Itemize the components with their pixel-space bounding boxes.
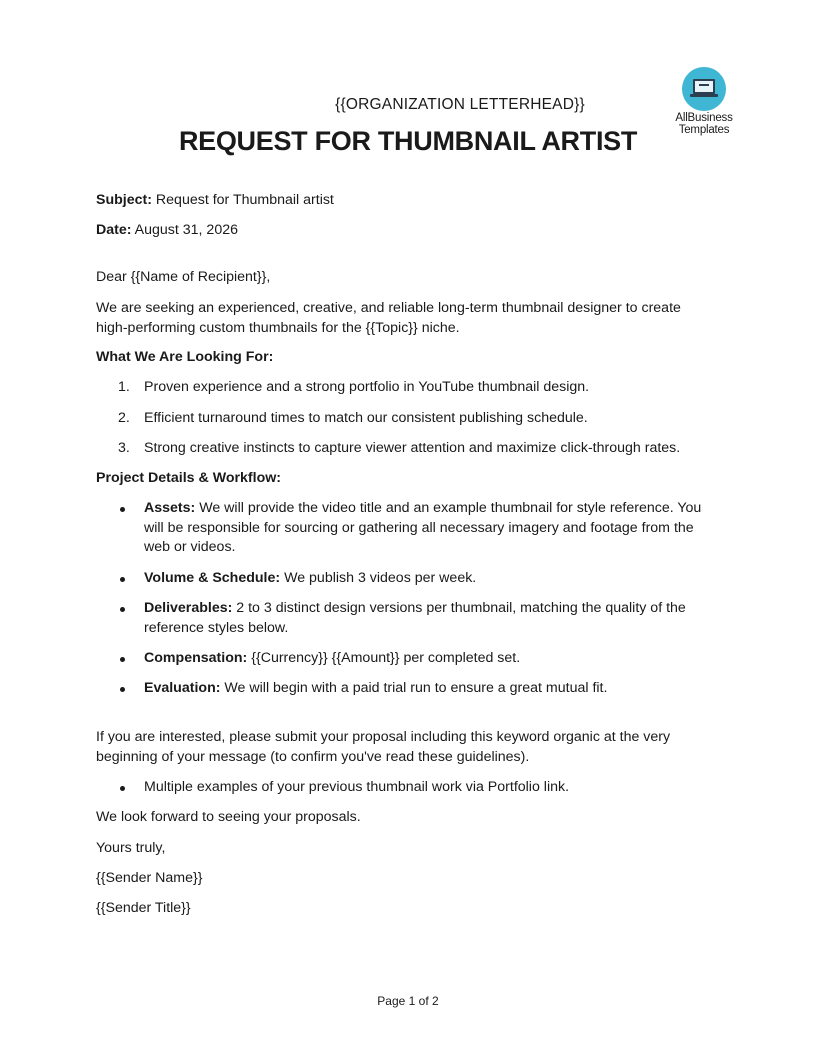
document-page: AllBusiness Templates {{ORGANIZATION LETTERHEAD}} REQUEST FOR THUMBNAIL ARTIST Subject: Request for Thumbnail artist Date: August 31, 2026 Dear {{Name of Recipient}}, We are seeking an experienced, creative, and reliable long-term thumbnail designer to create high-performing custom thumbnails for the {{Topic}} niche. What We Are Looking For: 1. Proven experience and a strong portfolio in YouTube thumbnail design. 2. Efficient turnaround times to match our consistent publishing schedule. 3. Strong creative instincts to capture viewer attention and maximize click-through rates. Project Details & Workflow: Assets: We will provide the video title and an example thumbnail for style reference. You will be responsible for sourcing or gathering all necessary imagery and footage from the web or videos. Volume & Schedule: We publish 3 videos per week. Deliverables: 2 to 3 distinct design versions per thumbnail, matching the quality of the reference styles below. Compensation: {{Currency}} {{Amount}} per completed set. Evaluation: We will begin with a paid trial run to ensure a great mutual fit. If you are interested, please submit your proposal including this keyword organic at the very beginning of your message (to confirm you've read these guidelines). Multiple examples of your previous thumbnail work via Portfolio link. We look forward to seeing your proposals. Yours truly, {{Sender Name}} {{Sender Title}} Page 1 of 2 [0, 0, 816, 1056]
bullet-icon [120, 657, 125, 662]
sign-off: Yours truly, [96, 840, 166, 856]
document-title: REQUEST FOR THUMBNAIL ARTIST [178, 126, 638, 156]
details-heading: Project Details & Workflow: [96, 470, 281, 486]
logo-text: AllBusiness Templates [675, 112, 733, 136]
date-line: Date: August 31, 2026 [96, 222, 238, 238]
organization-letterhead: {{ORGANIZATION LETTERHEAD}} [335, 96, 585, 113]
intro-paragraph: We are seeking an experienced, creative, and reliable long-term thumbnail designer to create high-performing custom thumbnails for the {{Topic}} niche. [96, 300, 681, 336]
sender-name: {{Sender Name}} [96, 870, 203, 886]
closing-line: We look forward to seeing your proposals. [96, 809, 361, 825]
sender-title: {{Sender Title}} [96, 900, 191, 916]
bullet-icon [120, 687, 125, 692]
bullet-icon [120, 507, 125, 512]
bullet-icon [120, 607, 125, 612]
subject-line: Subject: Request for Thumbnail artist [96, 192, 334, 208]
looking-for-heading: What We Are Looking For: [96, 349, 274, 365]
bullet-icon [120, 577, 125, 582]
page-number: Page 1 of 2 [377, 994, 439, 1008]
interest-paragraph: If you are interested, please submit your proposal including this keyword organic at the very beginning of your message (to confirm you've read these guidelines). [96, 729, 671, 765]
bullet-icon [120, 786, 125, 791]
greeting: Dear {{Name of Recipient}}, [96, 269, 271, 285]
